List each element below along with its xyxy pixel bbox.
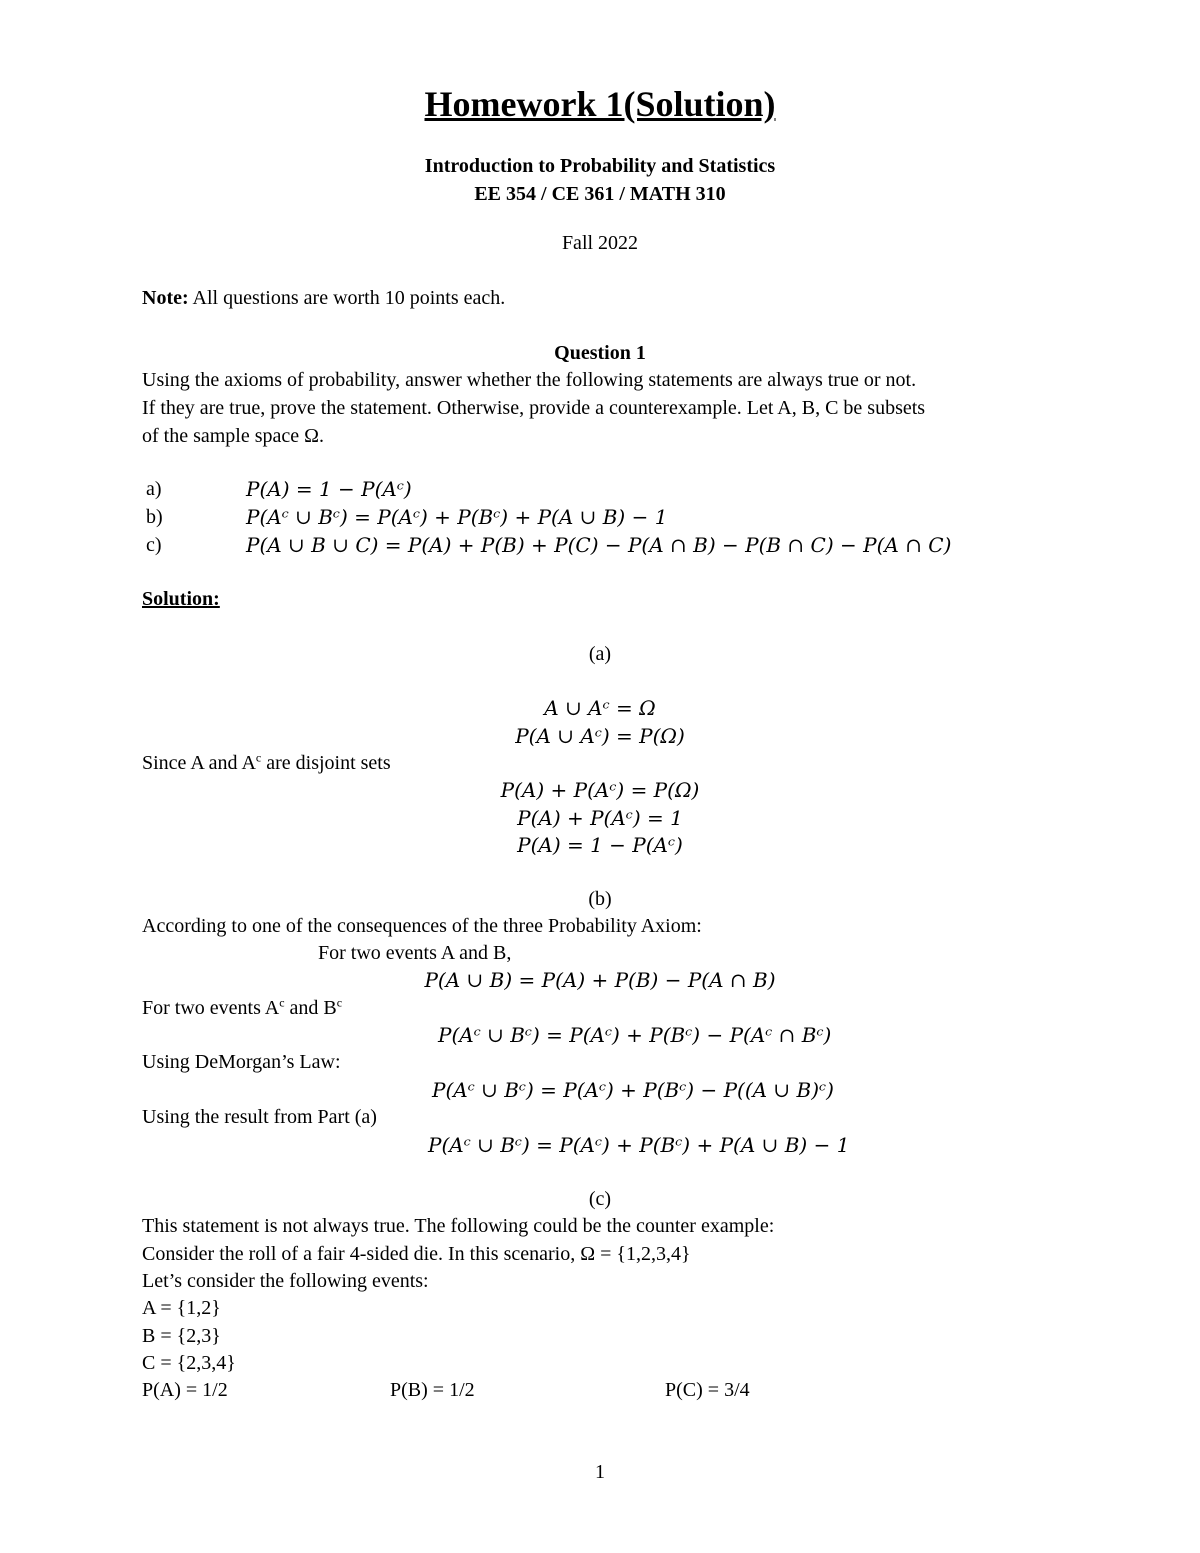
text-line: Using the result from Part (a) [142,1106,377,1128]
equation: P(A) + P(Aᶜ) = P(Ω) [500,778,700,802]
superscript: c [255,750,262,765]
equation: P(A) = 1 − P(Aᶜ) [517,833,683,857]
solution-heading: Solution: [142,588,220,610]
item-equation: P(A) = 1 − P(Aᶜ) [246,477,412,501]
page-title: Homework 1(Solution) [424,84,776,124]
text: For two events A [142,997,280,1019]
set-b: B = {2,3} [142,1325,221,1347]
course-name: Introduction to Probability and Statistics [424,155,776,177]
equation: P(Aᶜ ∪ Bᶜ) = P(Aᶜ) + P(Bᶜ) − P(Aᶜ ∩ Bᶜ) [438,1023,832,1047]
item-label: b) [146,506,163,528]
note-text: All questions are worth 10 points each. [188,287,506,309]
equation: P(Aᶜ ∪ Bᶜ) = P(Aᶜ) + P(Bᶜ) − P((A ∪ B)ᶜ) [432,1078,834,1102]
superscript: c [279,995,285,1010]
prob-b: P(B) = 1/2 [390,1379,475,1401]
question-1-heading: Question 1 [554,342,646,364]
part-a-label: (a) [588,643,612,665]
text-line: Consider the roll of a fair 4-sided die. In this scenario, Ω = {1,2,3,4} [142,1243,691,1265]
note-text: Since A and A [142,752,256,774]
text-line: Let’s consider the following events: [142,1270,429,1292]
item-label: c) [146,534,162,556]
text-line [142,996,342,1020]
set-a: A = {1,2} [142,1297,221,1319]
page-number: 1 [595,1461,605,1483]
prob-c: P(C) = 3/4 [665,1379,750,1401]
note-label: Note: [142,287,189,309]
text: and B [284,997,337,1019]
question-1-prompt-line: of the sample space Ω. [142,425,325,447]
term: Fall 2022 [561,232,639,254]
set-c: C = {2,3,4} [142,1352,236,1374]
equation: P(Aᶜ ∪ Bᶜ) = P(Aᶜ) + P(Bᶜ) + P(A ∪ B) − 1 [428,1133,850,1157]
text-line: According to one of the consequences of the three Probability Axiom: [142,915,702,937]
course-codes: EE 354 / CE 361 / MATH 310 [474,183,726,205]
equation: P(A ∪ Aᶜ) = P(Ω) [515,724,685,748]
note-text: are disjoint sets [261,752,391,774]
item-label: a) [146,478,162,500]
note [142,286,505,310]
item-equation: P(Aᶜ ∪ Bᶜ) = P(Aᶜ) + P(Bᶜ) + P(A ∪ B) − 1 [246,505,668,529]
prob-a: P(A) = 1/2 [142,1379,228,1401]
text-line: For two events A and B, [318,942,512,964]
text-line: This statement is not always true. The following could be the counter example: [142,1215,775,1237]
equation: P(A ∪ B) = P(A) + P(B) − P(A ∩ B) [424,968,776,992]
text-line: Using DeMorgan’s Law: [142,1051,341,1073]
equation: P(A) + P(Aᶜ) = 1 [517,806,683,830]
part-a-note [142,751,391,775]
question-1-prompt-line: If they are true, prove the statement. Otherwise, provide a counterexample. Let A, B, C be subsets [142,397,926,419]
item-equation: P(A ∪ B ∪ C) = P(A) + P(B) + P(C) − P(A ∩ B) − P(B ∩ C) − P(A ∩ C) [246,533,952,557]
superscript: c [336,995,343,1010]
part-c-label: (c) [588,1188,612,1210]
question-1-prompt-line: Using the axioms of probability, answer whether the following statements are always true or not. [142,369,917,391]
equation: A ∪ Aᶜ = Ω [544,696,656,720]
part-b-label: (b) [588,888,612,910]
